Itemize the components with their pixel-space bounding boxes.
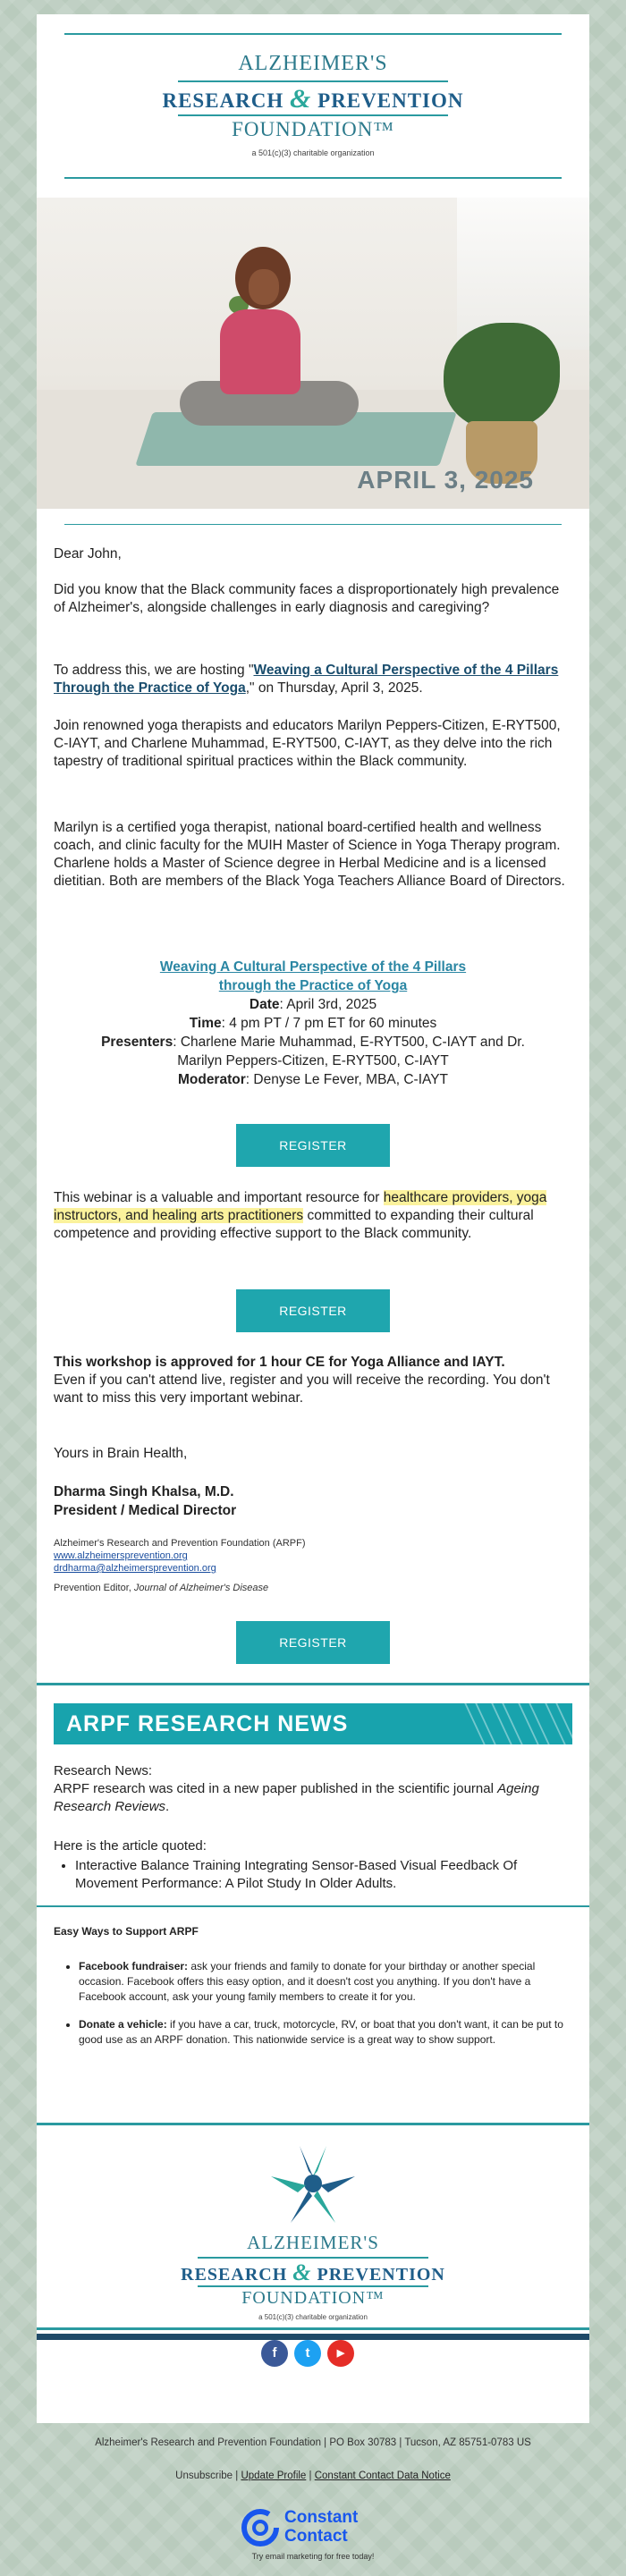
- social-divider-navy: [37, 2334, 589, 2340]
- footer-logo-line-3: FOUNDATION™: [241, 2288, 385, 2308]
- logo-rule: [178, 80, 448, 82]
- footer-address: Alzheimer's Research and Prevention Foundation | PO Box 30783 | Tucson, AZ 85751-0783 US: [95, 2437, 531, 2448]
- person-face: [249, 269, 279, 305]
- footer-logo-line-1: ALZHEIMER'S: [247, 2232, 379, 2253]
- youtube-icon[interactable]: ▶: [327, 2340, 354, 2367]
- footer-logo-divider: [37, 2123, 589, 2125]
- ways-divider: [37, 1905, 589, 1907]
- twitter-icon[interactable]: t: [294, 2340, 321, 2367]
- constant-contact-logo[interactable]: [241, 2507, 385, 2547]
- unsubscribe-link[interactable]: Unsubscribe: [175, 2470, 233, 2481]
- research-news-text: Research News: ARPF research was cited in a new paper published in the scientific journal Ageing Research Reviews.: [54, 1763, 539, 1814]
- footer-logo-line-2: RESEARCH & PREVENTION: [181, 2259, 445, 2285]
- logo-subtitle: a 501(c)(3) charitable organization: [251, 148, 375, 157]
- constant-contact-icon: [241, 2509, 279, 2546]
- data-notice-link[interactable]: Constant Contact Data Notice: [314, 2470, 451, 2481]
- ways-to-support: [54, 1924, 572, 2060]
- cc-tagline[interactable]: Try email marketing for free today!: [251, 2552, 375, 2561]
- person-torso: [220, 309, 300, 394]
- way-item: • Donate a vehicle: if you have a car, truck, motorcycle, RV, or boat that you don't want, it can be put to good use as an ARPF donation. This nationwide service is a great way to show support.: [79, 2017, 572, 2048]
- signer-title: President / Medical Director: [54, 1503, 237, 1518]
- logo-line-2: RESEARCH & PREVENTION: [162, 84, 464, 114]
- facebook-icon[interactable]: f: [261, 2340, 288, 2367]
- dna-icon: [491, 1703, 522, 1744]
- top-divider: [64, 33, 562, 35]
- logo-rule: [198, 2257, 428, 2259]
- news-divider: [37, 1683, 589, 1685]
- research-news-banner: [54, 1703, 572, 1744]
- register-button[interactable]: REGISTER: [236, 1289, 390, 1332]
- signer-name: Dharma Singh Khalsa, M.D.: [54, 1484, 234, 1499]
- event-details: Weaving A Cultural Perspective of the 4 Pillars through the Practice of Yoga Date: April 3rd, 2025 Time: 4 pm PT / 7 pm ET for 60 minutes Presenters: Charlene Marie Muhammad, E-RYT500, C-IAYT and Dr. Marilyn Peppers-Citizen, E-RYT500, C-IAYT Moderator: Denyse Le Fever, MBA, C-IAYT: [101, 959, 525, 1087]
- hero-date: APRIL 3, 2025: [357, 466, 534, 494]
- signature-block: Alzheimer's Research and Prevention Foundation (ARPF) www.alzheimersprevention.org drdharma@alzheimersprevention.org Prevention Editor, Journal of Alzheimer's Disease: [54, 1538, 306, 1593]
- logo-line-1: ALZHEIMER'S: [238, 52, 388, 75]
- update-profile-link[interactable]: Update Profile: [241, 2470, 307, 2481]
- article-title: • Interactive Balance Training Integrating Sensor-Based Visual Feedback Of Movement Performance: A Pilot Study In Older Adults.: [75, 1857, 572, 1893]
- research-news-title: ARPF RESEARCH NEWS: [66, 1711, 349, 1736]
- bio-paragraph: Marilyn is a certified yoga therapist, national board-certified health and wellness coach, and clinic faculty for the MUIH Master of Science in Yoga Therapy program. Charlene holds a Master of Science degree in Herbal Medicine and is a licensed dietitian. Both are members of the Black Yoga Teachers Alliance Board of Directors.: [54, 820, 565, 889]
- event-link[interactable]: Weaving a Cultural Perspective of the 4 Pillars Through the Practice of Yoga: [54, 663, 559, 696]
- greeting: Dear John,: [54, 546, 122, 562]
- social-divider-teal: [37, 2327, 589, 2330]
- ce-paragraph: This workshop is approved for 1 hour CE for Yoga Alliance and IAYT. Even if you can't attend live, register and you will receive the recording. You don't want to miss this very important webinar.: [54, 1355, 550, 1406]
- hosting-paragraph: To address this, we are hosting "Weaving a Cultural Perspective of the 4 Pillars Through the Practice of Yoga," on Thursday, April 3, 2025.: [54, 663, 559, 696]
- arpf-figures-logo-icon: [264, 2141, 362, 2226]
- dna-icon: [545, 1703, 572, 1744]
- presenters-paragraph: Join renowned yoga therapists and educators Marilyn Peppers-Citizen, E-RYT500, C-IAYT, and Charlene Muhammad, E-RYT500, C-IAYT, as they delve into the rich tapestry of traditional spiritual practices within the Black community.: [54, 718, 561, 769]
- event-title-line-1[interactable]: Weaving A Cultural Perspective of the 4 Pillars: [159, 959, 467, 975]
- logo-rule: [198, 2285, 428, 2287]
- way-item: • Facebook fundraiser: ask your friends and family to donate for your birthday or another special occasion. Facebook offers this easy option, and it doesn't cost you anything. If you don't have a Facebook account, ask your young family members to create it for you.: [79, 1959, 572, 2005]
- audience-paragraph: This webinar is a valuable and important resource for healthcare providers, yoga instructors, and healing arts practitioners committed to expanding their cultural competence and providing effective support to the Black community.: [54, 1190, 547, 1241]
- register-button[interactable]: REGISTER: [236, 1621, 390, 1664]
- article-quoted: Here is the article quoted: • Interactive Balance Training Integrating Sensor-Based Visual Feedback Of Movement Performance: A Pilot Study In Older Adults.: [54, 1837, 572, 1893]
- dna-icon: [464, 1703, 495, 1744]
- footer-logo-subtitle: a 501(c)(3) charitable organization: [258, 2313, 368, 2321]
- website-link[interactable]: www.alzheimersprevention.org: [54, 1550, 188, 1561]
- footer-links: Unsubscribe | Update Profile | Constant Contact Data Notice: [175, 2470, 451, 2481]
- logo-bottom-divider: [64, 177, 562, 179]
- logo-line-3: FOUNDATION™: [232, 118, 394, 140]
- hero-image: [37, 198, 589, 509]
- event-title-line-2[interactable]: through the Practice of Yoga: [218, 978, 408, 993]
- hero-divider: [64, 524, 562, 525]
- plant-leaves: [444, 323, 560, 430]
- cc-wordmark: Constant Contact: [284, 2508, 359, 2546]
- email-link[interactable]: drdharma@alzheimersprevention.org: [54, 1563, 216, 1574]
- dna-icon: [518, 1703, 549, 1744]
- signoff: Yours in Brain Health,: [54, 1446, 188, 1461]
- logo-rule: [178, 114, 448, 116]
- register-button[interactable]: REGISTER: [236, 1124, 390, 1167]
- ways-title: Easy Ways to Support ARPF: [54, 1925, 199, 1938]
- intro-paragraph: Did you know that the Black community faces a disproportionately high prevalence of Alzheimer's, alongside challenges in early diagnosis and caregiving?: [54, 582, 560, 615]
- email-card: [37, 14, 589, 2423]
